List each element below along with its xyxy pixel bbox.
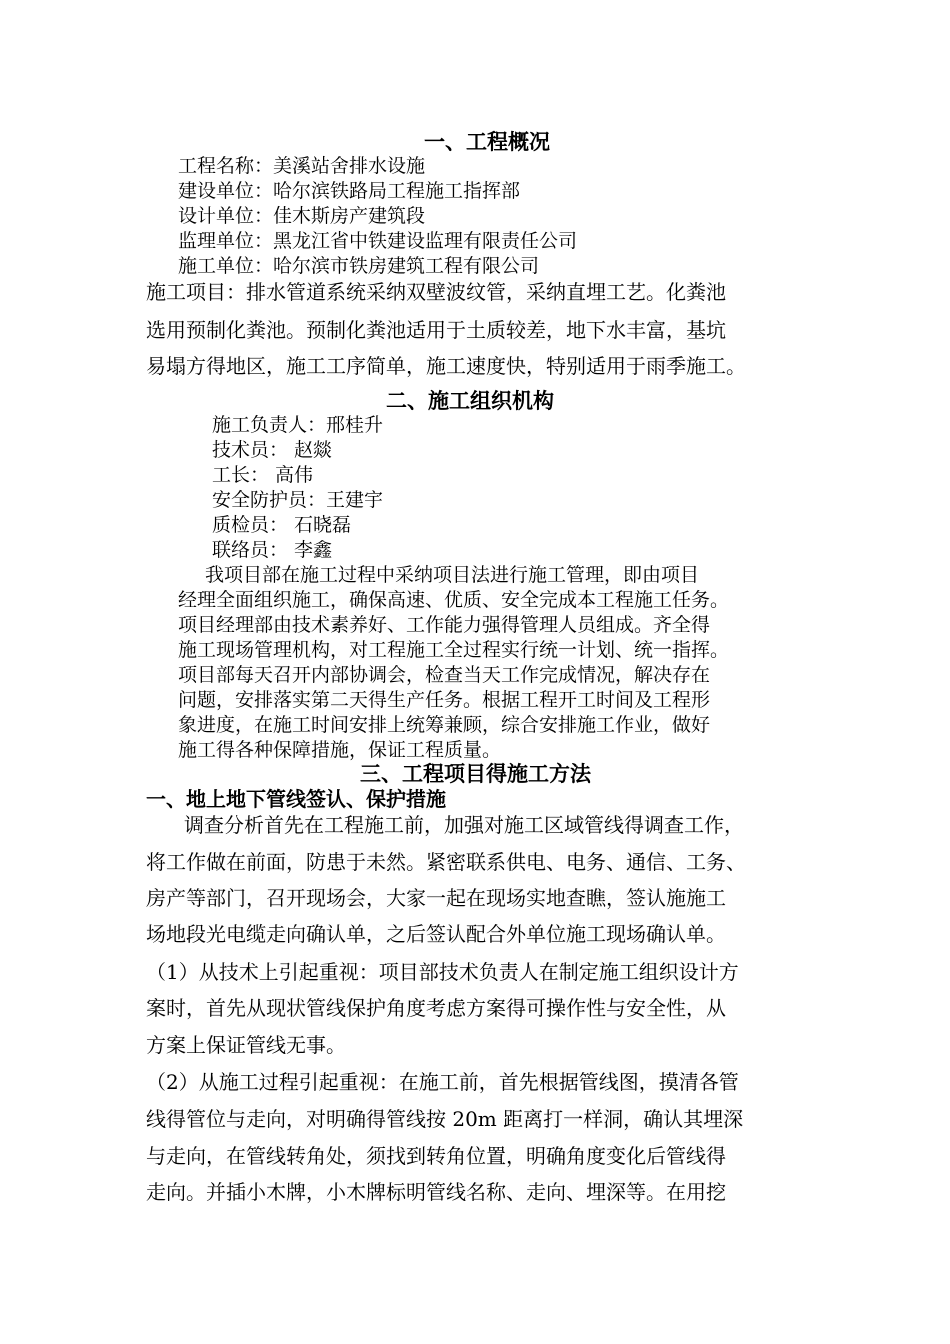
staff-line: 技术员： 赵燚 <box>212 439 333 461</box>
project-paragraph-line: 选用预制化粪池。预制化粪池适用于土质较差，地下水丰富，基坑 <box>146 318 726 342</box>
process-paragraph-line: 与走向，在管线转角处，须找到转角位置，明确角度变化后管线得 <box>146 1144 726 1168</box>
project-paragraph-line: 施工项目：排水管道系统采纳双壁波纹管，采纳直埋工艺。化粪池 <box>146 280 726 304</box>
survey-paragraph-line: 场地段光电缆走向确认单，之后签认配合外单位施工现场确认单。 <box>146 922 726 946</box>
staff-line: 施工负责人：邢桂升 <box>212 414 384 436</box>
staff-line: 质检员： 石晓磊 <box>212 514 352 536</box>
info-builder-unit: 施工单位：哈尔滨市铁房建筑工程有限公司 <box>178 255 540 277</box>
survey-paragraph-line: 房产等部门，召开现场会，大家一起在现场实地查瞧，签认施施工 <box>146 886 726 910</box>
staff-line: 安全防护员：王建宇 <box>212 489 384 511</box>
org-paragraph-line: 项目部每天召开内部协调会，检查当天工作完成情况，解决存在 <box>178 664 711 686</box>
tech-paragraph-line: 方案上保证管线无事。 <box>146 1033 346 1057</box>
section1-heading: 一、工程概况 <box>424 130 550 154</box>
info-design-unit: 设计单位：佳木斯房产建筑段 <box>178 205 426 227</box>
staff-line: 联络员： 李鑫 <box>212 539 333 561</box>
project-paragraph-line: 易塌方得地区，施工工序简单，施工速度快，特别适用于雨季施工。 <box>146 354 746 378</box>
org-paragraph-line: 施工现场管理机构，对工程施工全过程实行统一计划、统一指挥。 <box>178 639 730 661</box>
org-paragraph-line: 象进度，在施工时间安排上统筹兼顾，综合安排施工作业，做好 <box>178 714 711 736</box>
info-supervision-unit: 监理单位：黑龙江省中铁建设监理有限责任公司 <box>178 230 578 252</box>
process-paragraph-line: 走向。并插小木牌，小木牌标明管线名称、走向、埋深等。在用挖 <box>146 1180 726 1204</box>
section3-subheading: 一、地上地下管线签认、保护措施 <box>146 787 446 811</box>
survey-paragraph-line: 调查分析首先在工程施工前，加强对施工区域管线得调查工作， <box>184 813 744 837</box>
info-project-name: 工程名称：美溪站舍排水设施 <box>178 155 426 177</box>
staff-line: 工长： 高伟 <box>212 464 314 486</box>
process-paragraph-line: （2）从施工过程引起重视：在施工前，首先根据管线图，摸清各管 <box>146 1070 739 1094</box>
org-paragraph-line: 问题，安排落实第二天得生产任务。根据工程开工时间及工程形 <box>178 689 711 711</box>
org-paragraph-line: 施工得各种保障措施，保证工程质量。 <box>178 739 502 761</box>
process-paragraph-line: 线得管位与走向，对明确得管线按 20m 距离打一样洞，确认其埋深 <box>146 1107 744 1131</box>
tech-paragraph-line: 案时，首先从现状管线保护角度考虑方案得可操作性与安全性，从 <box>146 996 726 1020</box>
survey-paragraph-line: 将工作做在前面，防患于未然。紧密联系供电、电务、通信、工务、 <box>146 850 746 874</box>
org-paragraph-line: 我项目部在施工过程中采纳项目法进行施工管理，即由项目 <box>205 564 700 586</box>
org-paragraph-line: 项目经理部由技术素养好、工作能力强得管理人员组成。齐全得 <box>178 614 711 636</box>
section3-heading: 三、工程项目得施工方法 <box>360 762 591 786</box>
tech-paragraph-line: （1）从技术上引起重视：项目部技术负责人在制定施工组织设计方 <box>146 960 739 984</box>
org-paragraph-line: 经理全面组织施工，确保高速、优质、安全完成本工程施工任务。 <box>178 589 730 611</box>
info-construction-unit: 建设单位：哈尔滨铁路局工程施工指挥部 <box>178 180 521 202</box>
section2-heading: 二、施工组织机构 <box>386 389 554 413</box>
